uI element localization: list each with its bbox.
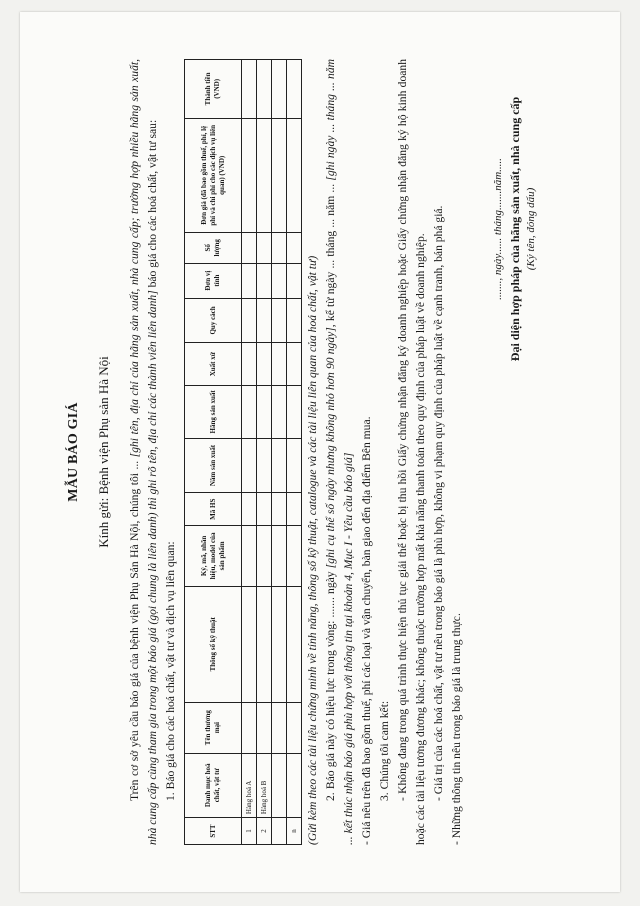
col-unit-price: Đơn giá (đã bao gồm thuế, phí, lệ phí và chi phí cho các dịch vụ liên quan) (VND): [185, 118, 242, 232]
col-amount: Thành tiền (VND): [185, 60, 242, 119]
intro-text-2: báo giá cho các hoá chất, vật tư sau:: [146, 119, 159, 291]
row-stt: 1: [242, 818, 257, 845]
table-row: [257, 60, 272, 845]
table-row: [287, 60, 302, 845]
col-year: Năm sản xuất: [185, 438, 242, 493]
validity-text-2: , kể từ ngày ... tháng ... năm ...: [324, 180, 337, 328]
validity-instruction-1: [ghi cụ thể số ngày nhưng không nhỏ hơn 90 ngày]: [324, 327, 337, 569]
price-table: [184, 59, 302, 845]
col-quantity: Số lượng: [185, 232, 242, 263]
col-origin: Xuất xứ: [185, 343, 242, 386]
price-table-header: [185, 60, 242, 845]
commitment-1: - Không đang trong quá trình thực hiện thủ tục giải thể hoặc bị thu hồi Giấy chứng nhận đăng ký doanh nghiệp hoặc Giấy chứng nhận đăng ký hộ kinh doanh hoặc các tài liệu tương đương khác; không thuộc trường hợp mất khả năng thanh toán theo quy định của pháp luật về doanh nghiệp.: [396, 59, 427, 845]
row-stt: n: [287, 818, 302, 845]
commitment-2: - Giá trị của các hoá chất, vật tư nêu trong báo giá là phù hợp, không vi phạm quy định của pháp luật về cạnh tranh, bán phá giá.: [432, 205, 445, 801]
document-title: MẪU BÁO GIÁ: [66, 402, 81, 502]
signature-date: ......., ngày...... tháng.......năm.....: [492, 158, 504, 300]
row-stt: 2: [257, 818, 272, 845]
col-item-name: Danh mục hoá chất, vật tư: [185, 753, 242, 818]
section-1-heading: 1. Báo giá cho các hoá chất, vật tư và dịch vụ liên quan:: [164, 541, 177, 801]
col-unit: Đơn vị tính: [185, 263, 242, 298]
col-specs: Thông số kỹ thuật: [185, 586, 242, 702]
commitment-3: - Những thông tin nêu trong báo giá là trung thực.: [450, 613, 463, 845]
signature-role: Đại diện hợp pháp của hãng sản xuất, nhà cung cấp: [508, 96, 522, 362]
section-2-validity: [322, 37, 358, 867]
row-stt: [272, 818, 287, 845]
scanned-page: [20, 12, 620, 892]
col-manufacturer: Hãng sản xuất: [185, 386, 242, 439]
col-model: Ký, mã, nhãn hiệu, model của sản phẩm: [185, 526, 242, 587]
table-row: [242, 60, 257, 845]
col-hs-code: Mã HS: [185, 493, 242, 526]
row-item: [272, 753, 287, 818]
intro-text-1: Trên cơ sở yêu cầu báo giá của bệnh viện Phụ Sản Hà Nội, chúng tôi ...: [128, 457, 141, 801]
intro-paragraph: [126, 37, 162, 867]
recipient-line: Kính gửi: Bệnh viện Phụ sản Hà Nội: [96, 356, 111, 548]
row-item: Hàng hoá A: [242, 753, 257, 818]
section-3-heading: 3. Chúng tôi cam kết:: [378, 700, 391, 801]
signature-block: [492, 59, 537, 399]
validity-text-1: 2. Báo giá này có hiệu lực trong vòng: ....... ngày: [324, 568, 337, 801]
signature-note: (Ký tên, đóng dấu): [525, 187, 537, 271]
price-inclusion-note: - Giá nêu trên đã bao gồm thuế, phí các loại và vận chuyển, bàn giao đến địa điểm Bên mua.: [360, 416, 373, 845]
col-trade-name: Tên thương mại: [185, 702, 242, 753]
intro-instruction: [ghi tên, địa chỉ của hãng sản xuất, nhà cung cấp; trường hợp nhiều hãng sản xuất, nhà cung cấp cùng tham gia trong một báo giá (gọi chung là liên danh) thì ghi rõ tên, địa chỉ các thành viên liên danh]: [128, 59, 159, 845]
row-item: [287, 753, 302, 818]
validity-instruction-2: [ghi ngày ... tháng ... năm ... kết thúc nhận báo giá phù hợp với thông tin tại khoản 4, Mục I - Yêu cầu báo giá]: [324, 58, 355, 845]
col-packing: Quy cách: [185, 298, 242, 343]
table-row: [272, 60, 287, 845]
quotation-form: [60, 37, 580, 867]
table-attachment-note: (Gửi kèm theo các tài liệu chứng minh về tính năng, thông số kỹ thuật, catalogue và các tài liệu liên quan của hoá chất, vật tư): [306, 255, 319, 845]
col-stt: STT: [185, 818, 242, 845]
row-item: Hàng hoá B: [257, 753, 272, 818]
